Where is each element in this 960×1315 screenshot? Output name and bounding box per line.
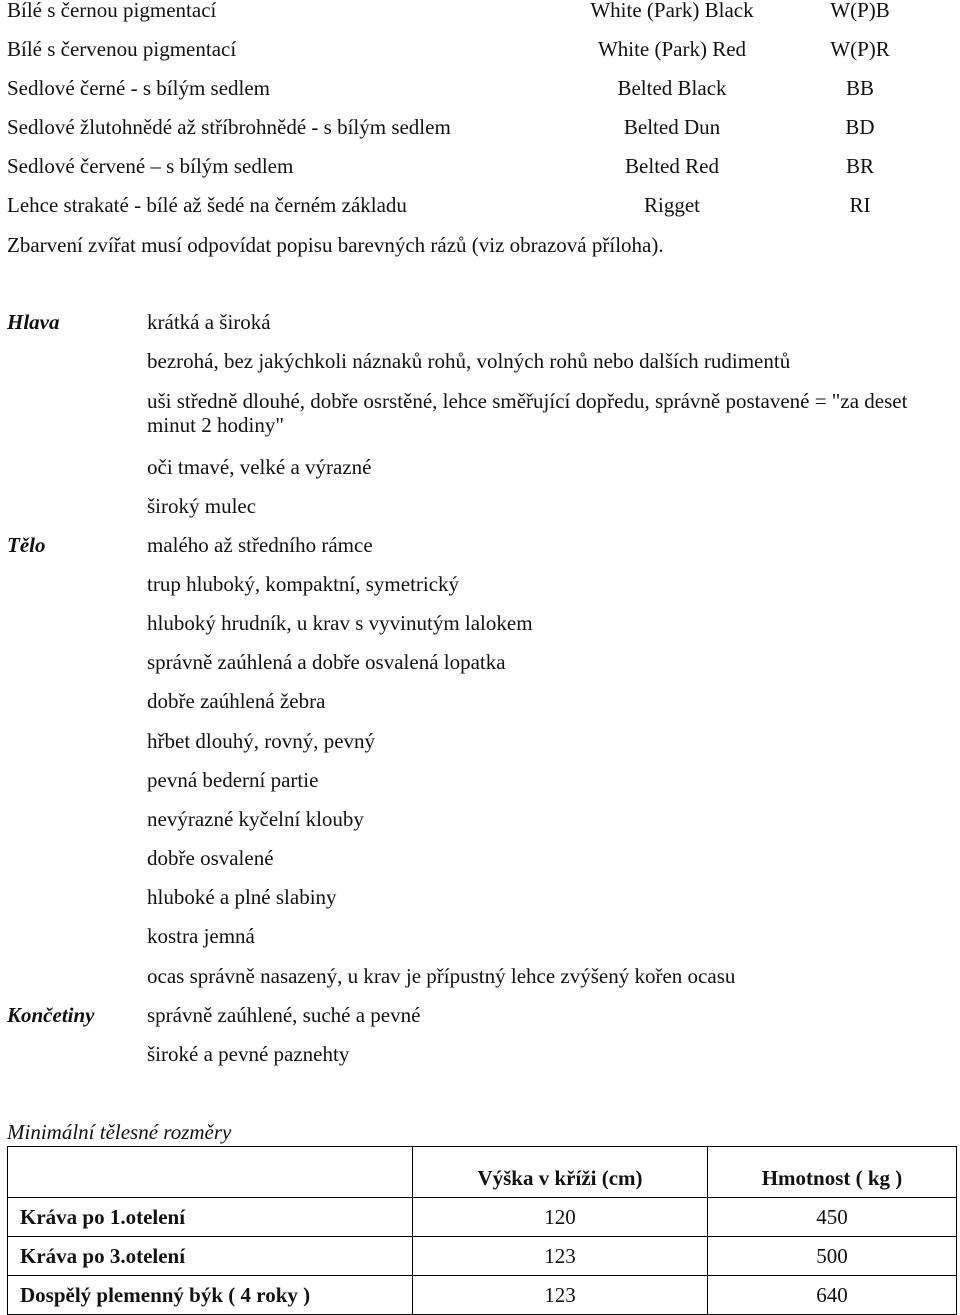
trait-item: hluboké a plné slabiny — [147, 885, 337, 909]
row-weight: 450 — [708, 1198, 957, 1237]
head-label: Hlava — [7, 310, 60, 334]
color-name-en: Rigget — [644, 193, 700, 217]
trait-item: oči tmavé, velké a výrazné — [147, 455, 372, 479]
color-name-cz: Bílé s černou pigmentací — [7, 0, 217, 22]
color-note: Zbarvení zvířat musí odpovídat popisu barevných rázů (viz obrazová příloha). — [7, 233, 664, 257]
color-name-en: White (Park) Red — [597, 37, 747, 61]
row-height: 120 — [413, 1198, 708, 1237]
row-label: Kráva po 3.otelení — [8, 1237, 413, 1276]
trait-item: dobře zaúhlená žebra — [147, 689, 326, 713]
color-name-en: Belted Red — [625, 154, 719, 178]
body-label: Tělo — [7, 533, 46, 557]
trait-item: pevná bederní partie — [147, 768, 319, 792]
color-name-en: Belted Dun — [623, 115, 721, 139]
dimensions-title: Minimální tělesné rozměry — [7, 1120, 232, 1144]
color-row — [0, 0, 960, 37]
color-code: BD — [845, 115, 875, 139]
row-label: Kráva po 1.otelení — [8, 1198, 413, 1237]
table-row — [8, 1198, 957, 1237]
trait-item: široký mulec — [147, 494, 257, 518]
color-code: RI — [849, 193, 871, 217]
color-name-cz: Bílé s červenou pigmentací — [7, 37, 237, 61]
trait-item: ocas správně nasazený, u krav je přípustný lehce zvýšený kořen ocasu — [147, 964, 736, 988]
trait-item: krátká a široká — [147, 310, 271, 334]
color-name-en: Belted Black — [617, 76, 727, 100]
trait-item: dobře osvalené — [147, 846, 274, 870]
trait-item: trup hluboký, kompaktní, symetrický — [147, 572, 460, 596]
row-weight: 640 — [708, 1276, 957, 1315]
color-code: W(P)R — [830, 37, 890, 61]
table-header-height: Výška v kříži (cm) — [413, 1147, 708, 1198]
trait-item: hluboký hrudník, u krav s vyvinutým lalokem — [147, 611, 533, 635]
color-row — [0, 193, 960, 232]
row-label: Dospělý plemenný býk ( 4 roky ) — [8, 1276, 413, 1315]
trait-item: kostra jemná — [147, 924, 255, 948]
color-name-cz: Lehce strakaté - bílé až šedé na černém základu — [7, 193, 407, 217]
trait-item: správně zaúhlené, suché a pevné — [147, 1003, 421, 1027]
color-row — [0, 115, 960, 154]
color-row — [0, 154, 960, 193]
table-header-blank — [8, 1147, 413, 1198]
color-name-cz: Sedlové červené – s bílým sedlem — [7, 154, 294, 178]
trait-item: malého až středního rámce — [147, 533, 373, 557]
color-row — [0, 76, 960, 115]
row-weight: 500 — [708, 1237, 957, 1276]
color-name-en: White (Park) Black — [590, 0, 754, 22]
trait-item: správně zaúhlená a dobře osvalená lopatka — [147, 650, 506, 674]
trait-item: uši středně dlouhé, dobře osrstěné, lehce směřující dopředu, správně postavené = "za deset minut 2 hodiny" — [147, 389, 908, 437]
table-header-weight: Hmotnost ( kg ) — [708, 1147, 957, 1198]
trait-item: hřbet dlouhý, rovný, pevný — [147, 729, 376, 753]
color-code: BR — [845, 154, 874, 178]
color-code: BB — [845, 76, 874, 100]
row-height: 123 — [413, 1276, 708, 1315]
color-name-cz: Sedlové žlutohnědé až stříbrohnědé - s bílým sedlem — [7, 115, 451, 139]
dimensions-table — [7, 1146, 957, 1315]
table-row — [8, 1237, 957, 1276]
trait-item: bezrohá, bez jakýchkoli náznaků rohů, volných rohů nebo dalších rudimentů — [147, 349, 791, 373]
color-row — [0, 37, 960, 76]
table-header-row — [8, 1147, 957, 1198]
color-name-cz: Sedlové černé - s bílým sedlem — [7, 76, 271, 100]
trait-item: široké a pevné paznehty — [147, 1042, 350, 1066]
limbs-label: Končetiny — [7, 1003, 95, 1027]
trait-item: nevýrazné kyčelní klouby — [147, 807, 364, 831]
row-height: 123 — [413, 1237, 708, 1276]
color-code: W(P)B — [830, 0, 890, 22]
